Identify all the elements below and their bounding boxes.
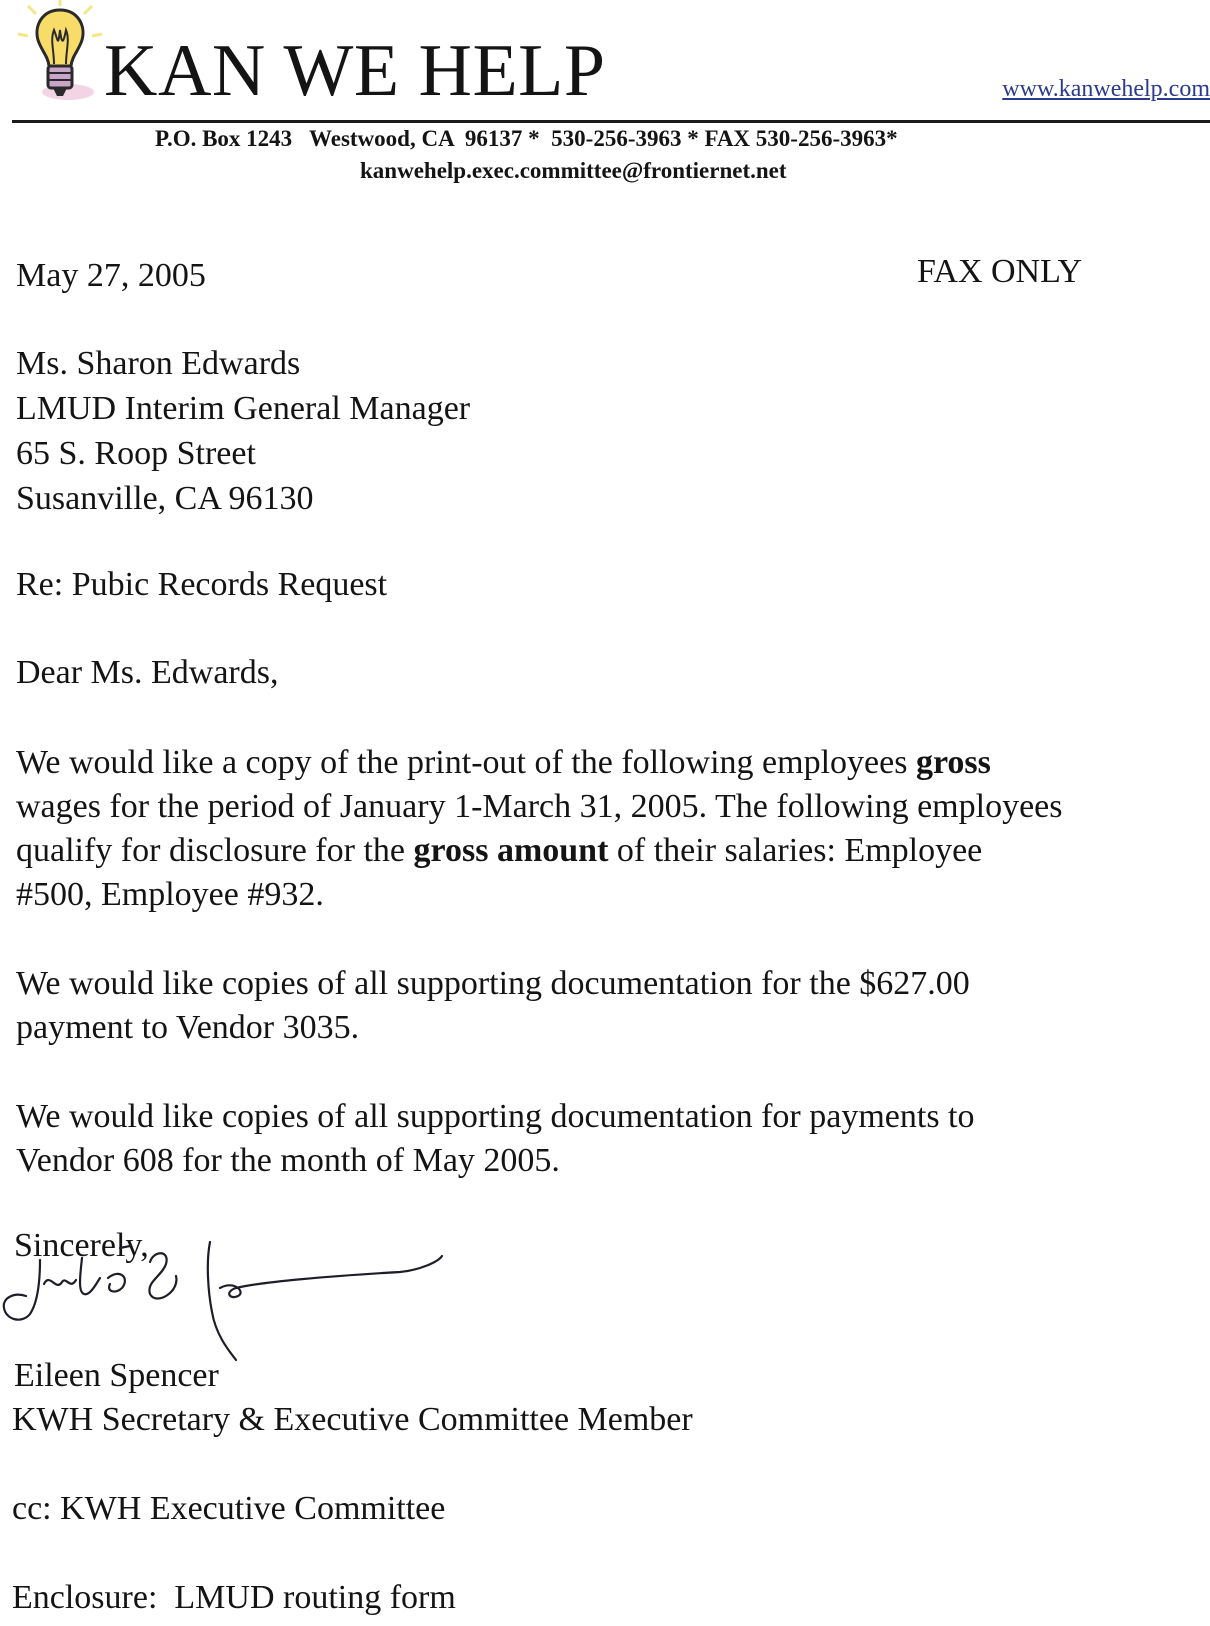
subject-line: Re: Pubic Records Request xyxy=(16,566,388,603)
paragraph-vendor-3035 xyxy=(16,962,1196,1050)
lightbulb-icon xyxy=(14,0,106,104)
emphasis-text: gross amount xyxy=(413,832,609,869)
organization-name: KAN WE HELP xyxy=(104,30,606,112)
recipient-line: Susanville, CA 96130 xyxy=(16,480,314,517)
signer-title: KWH Secretary & Executive Committee Member xyxy=(12,1401,693,1438)
email-address: kanwehelp.exec.committee@frontiernet.net xyxy=(360,158,787,183)
paragraph-line: Vendor 608 for the month of May 2005. xyxy=(16,1142,560,1179)
delivery-note: FAX ONLY xyxy=(917,253,1083,290)
paragraph-line: wages for the period of January 1-March 31, 2005. The following employees xyxy=(16,788,1063,825)
recipient-line: LMUD Interim General Manager xyxy=(16,390,471,427)
paragraph-line: We would like copies of all supporting documentation for payments to xyxy=(16,1098,975,1135)
closing: Sincerely, xyxy=(14,1227,149,1264)
recipient-line: Ms. Sharon Edwards xyxy=(16,345,301,382)
handwritten-signature xyxy=(0,1232,450,1372)
paragraph-line: #500, Employee #932. xyxy=(16,876,324,913)
signer-name: Eileen Spencer xyxy=(14,1357,219,1394)
paragraph-vendor-608 xyxy=(16,1095,1196,1183)
cc-line: cc: KWH Executive Committee xyxy=(12,1490,446,1527)
text-run: qualify for disclosure for the xyxy=(16,832,414,869)
paragraph-line xyxy=(16,741,1196,785)
text-run: of their salaries: Employee xyxy=(608,832,983,869)
paragraph-line: We would like copies of all supporting documentation for the $627.00 xyxy=(16,965,970,1002)
letter-date: May 27, 2005 xyxy=(16,257,206,294)
emphasis-text: gross xyxy=(915,744,991,781)
address-line: P.O. Box 1243 Westwood, CA 96137 * 530-256-3963 * FAX 530-256-3963* xyxy=(155,126,898,151)
paragraph-line: payment to Vendor 3035. xyxy=(16,1009,360,1046)
recipient-address-block xyxy=(16,342,470,522)
letterhead-rule xyxy=(12,120,1210,123)
salutation: Dear Ms. Edwards, xyxy=(16,654,279,691)
paragraph-line xyxy=(16,829,1196,873)
paragraph-wages-request xyxy=(16,741,1196,917)
text-run: We would like a copy of the print-out of the following employees xyxy=(16,744,916,781)
website-link[interactable]: www.kanwehelp.com xyxy=(1002,76,1210,102)
enclosure-line: Enclosure: LMUD routing form xyxy=(12,1579,456,1616)
recipient-line: 65 S. Roop Street xyxy=(16,435,256,472)
